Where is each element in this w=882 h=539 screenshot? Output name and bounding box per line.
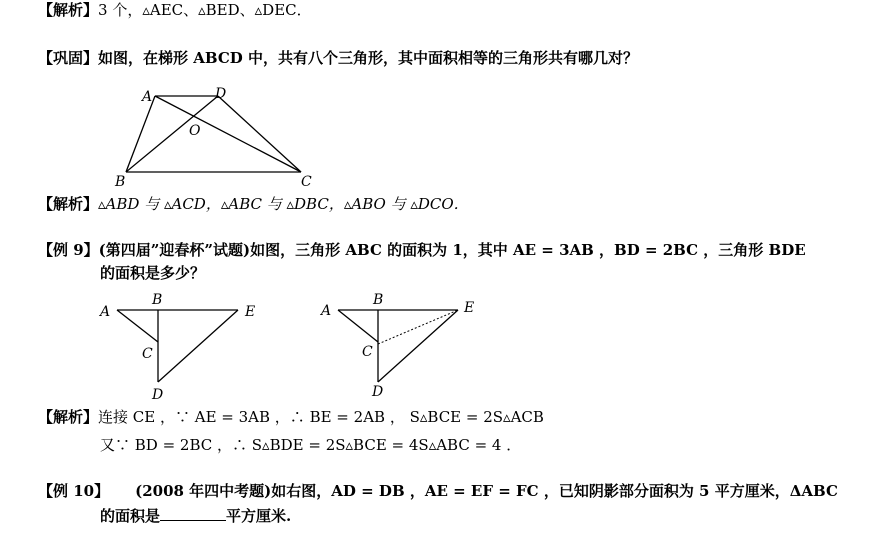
- edge-ac: [117, 310, 158, 342]
- analysis-text: 连接 CE ，∵ AE = 3AB ，∴ BE = 2AB ， S▵BCE = 2S▵ACB: [98, 408, 544, 426]
- analysis-text: 3 个，▵AEC、▵BED、▵DEC．: [98, 1, 312, 19]
- label-o: O: [189, 123, 201, 139]
- analysis-2: [38, 195, 469, 213]
- example-10-text: (2008 年四中考题)如右图，AD = DB ，AE = EF = FC ，已知阴影部分面积为 5 平方厘米，ΔABC: [135, 482, 838, 500]
- label-b: B: [373, 292, 384, 308]
- label-a: A: [142, 89, 153, 105]
- edge-ac: [338, 310, 378, 342]
- answer-blank: [160, 506, 226, 521]
- analysis-1: [38, 1, 312, 19]
- label-e: E: [464, 300, 475, 316]
- label-c: C: [142, 346, 153, 362]
- analysis-tag: 【解析】: [38, 408, 99, 426]
- analysis-3-line-2: [100, 436, 521, 454]
- consolidate-problem: [38, 49, 638, 67]
- diagonal-bd: [126, 96, 218, 172]
- label-d: D: [372, 384, 384, 400]
- consolidate-tag: 【巩固】: [38, 49, 99, 67]
- label-c: C: [362, 344, 373, 360]
- edge-dc: [218, 96, 301, 172]
- label-a: A: [321, 303, 332, 319]
- label-e: E: [245, 304, 256, 320]
- example-10-text-post: 平方厘米.: [226, 507, 292, 525]
- example-9-text-2: 的面积是多少？: [100, 264, 206, 282]
- analysis-tag: 【解析】: [38, 195, 99, 213]
- dashed-ce: [378, 310, 458, 344]
- label-d: D: [215, 86, 227, 102]
- example-10-line-2: [100, 506, 291, 525]
- trapezoid-figure: [100, 82, 330, 192]
- example-9-line-1: [38, 241, 806, 259]
- analysis-tag: 【解析】: [38, 1, 99, 19]
- triangle-figure-left: [96, 288, 271, 404]
- analysis-3-line-1: [38, 408, 544, 426]
- example-10-line-1: [38, 482, 838, 500]
- example-9-tag: 【例 9】: [38, 241, 99, 259]
- example-10-tag: 【例 10】: [38, 482, 110, 500]
- consolidate-text: 如图，在梯形 ABCD 中，共有八个三角形，其中面积相等的三角形共有哪几对？: [98, 49, 639, 67]
- analysis-text-2: 又∵ BD = 2BC ，∴ S▵BDE = 2S▵BCE = 4S▵ABC = 4 ．: [100, 436, 522, 454]
- label-c: C: [301, 174, 312, 190]
- example-9-text: (第四届”迎春杯”试题)如图，三角形 ABC 的面积为 1，其中 AE = 3AB ，BD = 2BC ，三角形 BDE: [98, 241, 806, 259]
- analysis-text: ▵ABD 与 ▵ACD，▵ABC 与 ▵DBC，▵ABO 与 ▵DCO．: [98, 195, 469, 213]
- triangle-figure-right: [318, 288, 493, 404]
- label-b: B: [152, 292, 163, 308]
- edge-ed: [378, 310, 458, 382]
- edge-ed: [158, 310, 238, 382]
- label-d: D: [152, 387, 164, 403]
- label-b: B: [115, 174, 126, 190]
- example-9-line-2: [100, 264, 205, 282]
- example-10-text-pre: 的面积是: [100, 507, 161, 525]
- diagonal-ac: [155, 96, 301, 172]
- label-a: A: [100, 304, 111, 320]
